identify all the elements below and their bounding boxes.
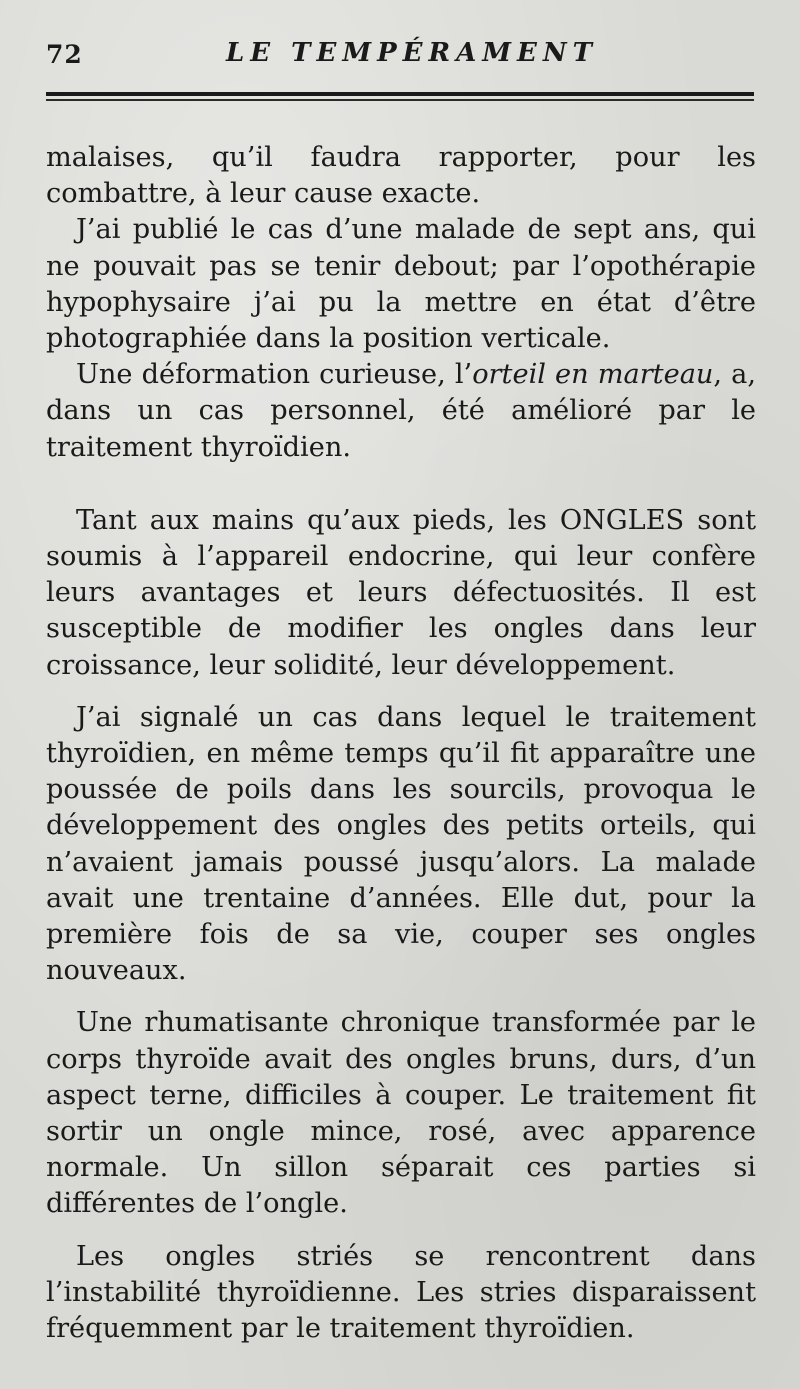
paragraph-hammer-toe-after: , a, dans un cas personnel, été amélioré par le traitement thyroïdien. (46, 359, 756, 463)
paragraph-gap (46, 1223, 756, 1239)
paragraph-hammer-toe (46, 357, 756, 466)
paragraph-continued: malaises, qu’il faudra rapporter, pour les combattre, à leur cause exacte. (46, 142, 756, 210)
page-number: 72 (46, 40, 83, 69)
paragraph-nails-case: J’ai signalé un cas dans lequel le traitement thyroïdien, en même temps qu’il fit apparaître une poussée de poils dans les sourcils, provoqua le développement des ongles des petits orteils, qui n’avaient jamais poussé jusqu’alors. La malade avait une trentaine d’années. Elle dut, pour la première fois de sa vie, couper ses ongles nouveaux. (46, 701, 756, 987)
running-title: LE TEMPÉRAMENT (226, 38, 598, 68)
paragraph-hammer-toe-italic: orteil en marteau (472, 359, 714, 391)
paragraph-striated-nails: Les ongles striés se rencontrent dans l’instabilité thyroïdienne. Les stries disparaissent fréquemment par le traitement thyroïdien. (46, 1240, 756, 1345)
body-text (46, 140, 756, 1347)
paragraph-gap (46, 989, 756, 1005)
header-rule (46, 92, 754, 96)
paragraph-nails-intro: Tant aux mains qu’aux pieds, les ONGLES sont soumis à l’appareil endocrine, qui leur confère leurs avantages et leurs défectuosités. Il est susceptible de modifier les ongles dans leur croissance, leur solidité, leur développement. (46, 504, 756, 681)
paragraph-hammer-toe-before: Une déformation curieuse, l’ (76, 359, 473, 391)
section-gap (46, 466, 756, 503)
running-head (46, 36, 756, 80)
paragraph-hypophysis-case: J’ai publié le cas d’une malade de sept ans, qui ne pouvait pas se tenir debout; par l’opothérapie hypophysaire j’ai pu la mettre en état d’être photographiée dans la position verticale. (46, 214, 756, 355)
paragraph-gap (46, 684, 756, 700)
header-rule-thin (46, 99, 754, 101)
paragraph-rheumatic-case: Une rhumatisante chronique transformée par le corps thyroïde avait des ongles bruns, durs, d’un aspect terne, difficiles à couper. Le traitement fit sortir un ongle mince, rosé, avec apparence normale. Un sillon séparait ces parties si différentes de l’ongle. (46, 1007, 756, 1220)
